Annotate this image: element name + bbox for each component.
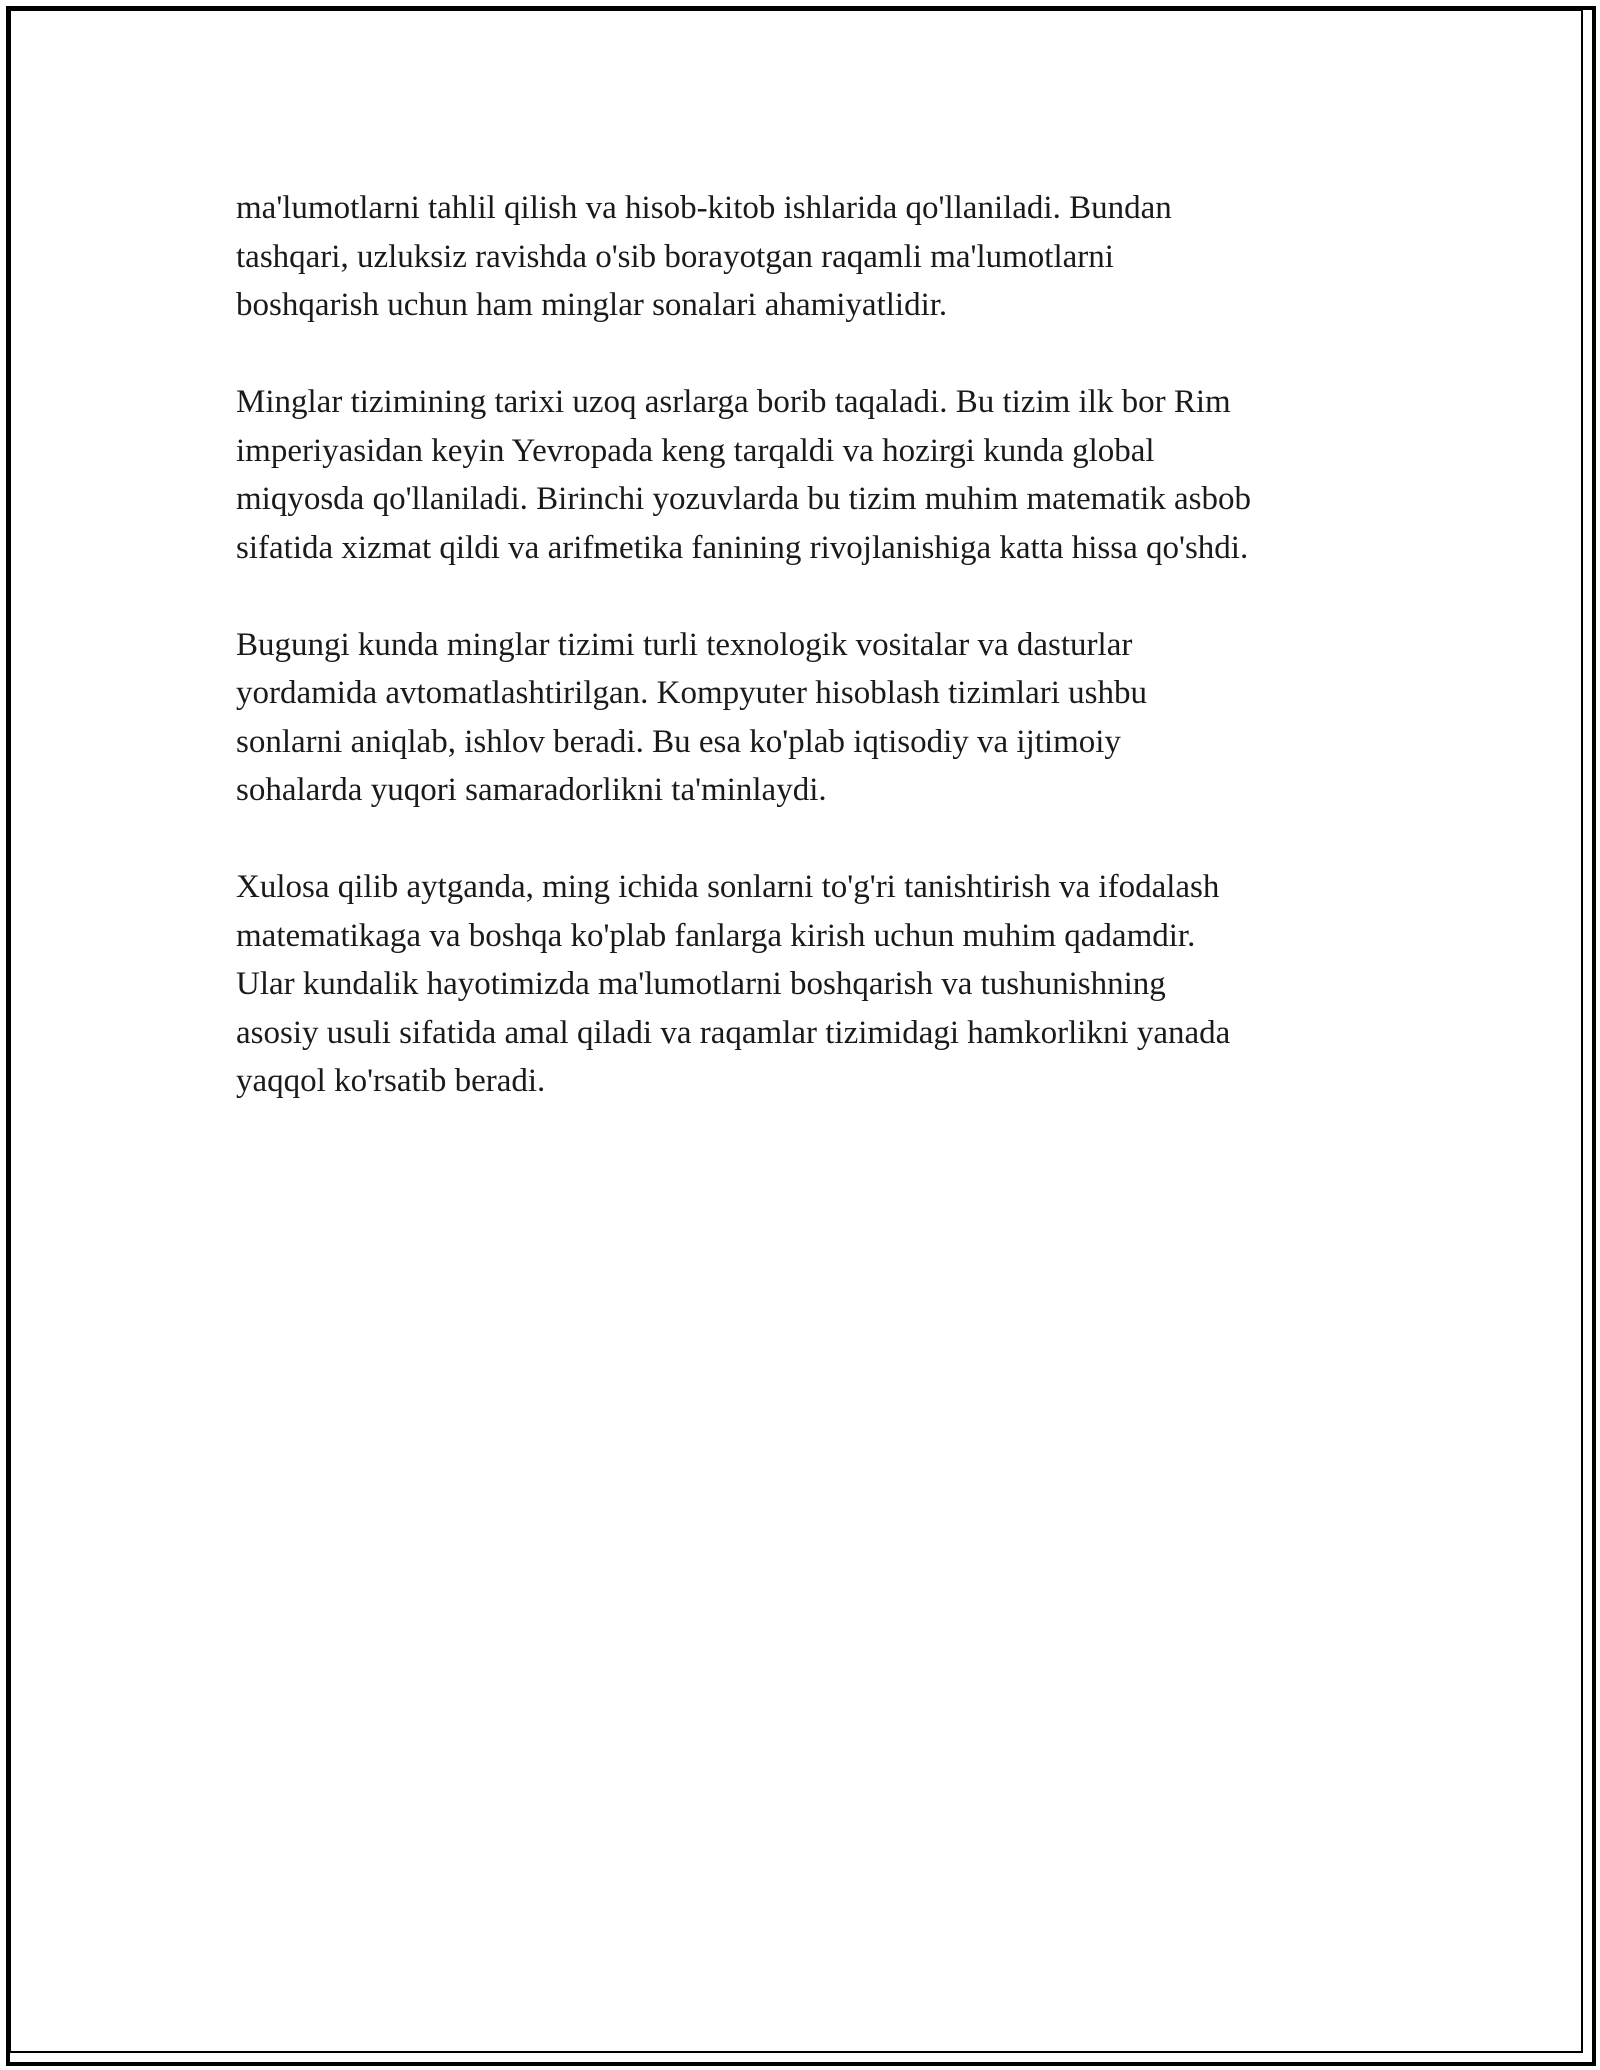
paragraph-technology: Bugungi kunda minglar tizimi turli texnologik vositalar va dasturlar yordamida avtomatlashtirilgan. Kompyuter hisoblash tizimlari ushbu sonlarni aniqlab, ishlov beradi. Bu esa ko'plab iqtisodiy va ijtimoiy sohalarda yuqori samaradorlikni ta'minlaydi.	[236, 626, 1147, 808]
paragraph-conclusion: Xulosa qilib aytganda, ming ichida sonlarni to'g'ri tanishtirish va ifodalash matematikaga va boshqa ko'plab fanlarga kirish uchun muhim qadamdir. Ular kundalik hayotimizda ma'lumotlarni boshqarish va tushunishning asosiy usuli sifatida amal qiladi va raqamlar tizimidagi hamkorlikni yanada yaqqol ko'rsatib beradi.	[236, 869, 1231, 1099]
paragraph-data-analysis: ma'lumotlarni tahlil qilish va hisob-kitob ishlarida qo'llaniladi. Bundan tashqari, uzluksiz ravishda o'sib borayotgan raqamli ma'lumotlarni boshqarish uchun ham minglar sonalari ahamiyatlidir.	[236, 190, 1172, 323]
document-body	[236, 184, 1376, 1154]
paragraph-history: Minglar tizimining tarixi uzoq asrlarga borib taqaladi. Bu tizim ilk bor Rim imperiyasidan keyin Yevropada keng tarqaldi va hozirgi kunda global miqyosda qo'llaniladi. Birinchi yozuvlarda bu tizim muhim matematik asbob sifatida xizmat qildi va arifmetika fanining rivojlanishiga katta hissa qo'shdi.	[236, 384, 1252, 566]
